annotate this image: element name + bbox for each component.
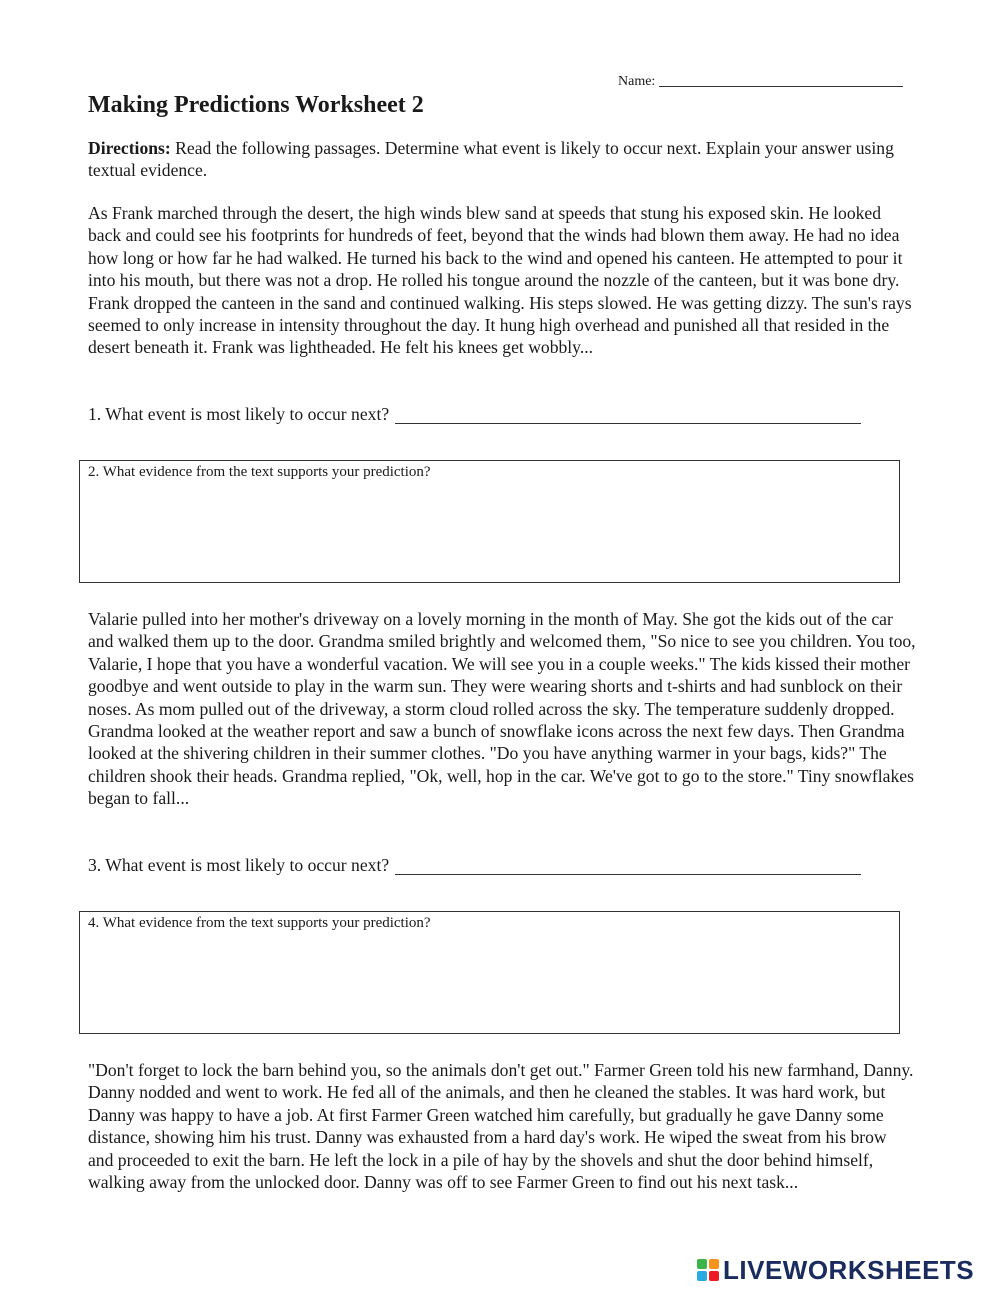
question-1-answer-line[interactable]	[395, 405, 861, 424]
logo-text: LIVEWORKSHEETS	[723, 1254, 975, 1285]
question-4-answer-box[interactable]	[79, 911, 900, 1034]
liveworksheets-logo	[697, 1254, 974, 1286]
question-2-text: 2. What evidence from the text supports your prediction?	[88, 464, 431, 480]
question-3	[88, 854, 861, 876]
passage-2: Valarie pulled into her mother's driveway on a lovely morning in the month of May. She got the kids out of the car and walked them up to the door. Grandma smiled brightly and welcomed them, "So nice to see you children. You too, Valarie, I hope that you have a wonderful vacation. We will see you in a couple weeks." The kids kissed their mother goodbye and went outside to play in the warm sun. They were wearing shorts and t-shirts and had sunblock on their noses. As mom pulled out of the driveway, a storm cloud rolled across the sky. The temperature suddenly dropped. Grandma looked at the weather report and saw a bunch of snowflake icons across the next few days. Then Grandma looked at the shivering children in their summer clothes. "Do you have anything warmer in your bags, kids?" The children shook their heads. Grandma replied, "Ok, well, hop in the car. We've got to go to the store." Tiny snowflakes began to fall...	[88, 609, 916, 809]
directions-text: Read the following passages. Determine what event is likely to occur next. Explain your answer using textual evidence.	[88, 138, 894, 181]
question-1	[88, 403, 861, 425]
logo-tile	[697, 1259, 707, 1269]
name-label: Name:	[618, 74, 656, 89]
name-field[interactable]	[618, 74, 903, 90]
question-2-answer-box[interactable]	[79, 460, 900, 583]
question-1-text: 1. What event is most likely to occur next?	[88, 404, 390, 424]
passage-3: "Don't forget to lock the barn behind you, so the animals don't get out." Farmer Green told his new farmhand, Danny. Danny nodded and went to work. He fed all of the animals, and then he cleaned the stables. It was hard work, but Danny was happy to have a job. At first Farmer Green watched him carefully, but gradually he gave Danny some distance, showing him his trust. Danny was exhausted from a hard day's work. He wiped the sweat from his brow and proceeded to exit the barn. He left the lock in a pile of hay by the shovels and shut the door behind himself, walking away from the unlocked door. Danny was off to see Farmer Green to find out his next task...	[88, 1060, 914, 1193]
logo-tile	[709, 1259, 719, 1269]
name-blank-line[interactable]	[659, 86, 903, 87]
directions-label: Directions:	[88, 138, 171, 158]
logo-tile	[697, 1271, 707, 1281]
question-4-text: 4. What evidence from the text supports your prediction?	[88, 915, 431, 931]
question-3-answer-line[interactable]	[395, 856, 861, 875]
logo-tiles-icon	[697, 1259, 719, 1281]
directions	[88, 137, 916, 182]
logo-tile	[709, 1271, 719, 1281]
passage-1: As Frank marched through the desert, the high winds blew sand at speeds that stung his exposed skin. He looked back and could see his footprints for hundreds of feet, beyond that the winds had blown them away. He had no idea how long or how far he had walked. He turned his back to the wind and opened his canteen. He attempted to pour it into his mouth, but there was not a drop. He rolled his tongue around the nozzle of the canteen, but it was bone dry. Frank dropped the canteen in the sand and continued walking. His steps slowed. He was getting dizzy. The sun's rays seemed to only increase in intensity throughout the day. It hung high overhead and punished all that resided in the desert beneath it. Frank was lightheaded. He felt his knees get wobbly...	[88, 203, 912, 358]
question-3-text: 3. What event is most likely to occur next?	[88, 855, 390, 875]
page-title: Making Predictions Worksheet 2	[88, 92, 424, 118]
